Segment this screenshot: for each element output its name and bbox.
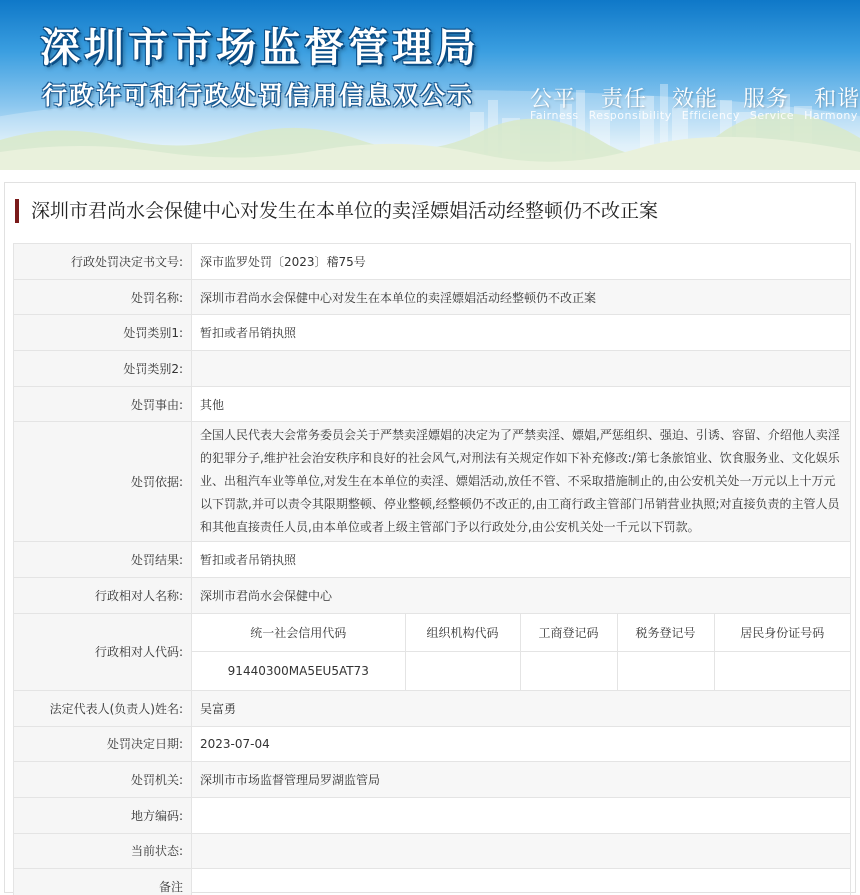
- authority-label: 处罚机关:: [14, 762, 192, 798]
- basis-label: 处罚依据:: [14, 422, 192, 542]
- motto-item: 公平: [530, 87, 577, 112]
- business-reg-value: [520, 652, 617, 690]
- status-label: 当前状态:: [14, 833, 192, 869]
- code-value-row: [192, 652, 850, 690]
- table-row: [14, 315, 851, 351]
- penalty-name-label: 处罚名称:: [14, 279, 192, 315]
- table-row: [14, 690, 851, 726]
- category2-value: [192, 351, 851, 387]
- table-row: [14, 578, 851, 614]
- motto-item: 效能: [672, 87, 719, 112]
- penalty-name-value: 深圳市君尚水会保健中心对发生在本单位的卖淫嫖娼活动经整顿仍不改正案: [192, 279, 851, 315]
- table-row: [14, 797, 851, 833]
- motto-en-item: Efficiency: [681, 109, 740, 122]
- category2-label: 处罚类别2:: [14, 351, 192, 387]
- table-row: [14, 833, 851, 869]
- basis-value: 全国人民代表大会常务委员会关于严禁卖淫嫖娼的决定为了严禁卖淫、嫖娼,严惩组织、强迫、引诱、容留、介绍他人卖淫的犯罪分子,维护社会治安秩序和良好的社会风气,对刑法有关规定作如下补充修改:/第七条旅馆业、饮食服务业、文化娱乐业、出租汽车业等单位,对发生在本单位的卖淫、嫖娼活动,放任不管、不采取措施制止的,由公安机关处一万元以上十万元以下罚款,并可以责令其限期整顿、停业整顿,经整顿仍不改正的,由工商行政主管部门吊销营业执照;对直接负责的主管人员和其他直接责任人员,由本单位或者上级主管部门予以行政处分,由公安机关处一千元以下罚款。: [192, 422, 851, 542]
- tax-reg-value: [617, 652, 714, 690]
- case-detail-card: [4, 182, 856, 893]
- decision-date-value: 2023-07-04: [192, 726, 851, 762]
- party-code-cell: [192, 613, 851, 690]
- category1-label: 处罚类别1:: [14, 315, 192, 351]
- code-header-row: [192, 614, 850, 652]
- code-header: 工商登记码: [520, 614, 617, 652]
- local-code-label: 地方编码:: [14, 797, 192, 833]
- code-header: 组织机构代码: [405, 614, 520, 652]
- site-title: 深圳市市场监督管理局: [40, 25, 480, 71]
- table-row: [14, 762, 851, 798]
- motto-item: 服务: [743, 87, 790, 112]
- decision-no-label: 行政处罚决定书文号:: [14, 244, 192, 280]
- remarks-label: 备注: [14, 869, 192, 895]
- status-value: [192, 833, 851, 869]
- motto-en-item: Responsibility: [588, 109, 672, 122]
- credit-code-value: 91440300MA5EU5AT73: [192, 652, 405, 690]
- site-subtitle: 行政许可和行政处罚信用信息双公示: [42, 81, 475, 110]
- case-title: 深圳市君尚水会保健中心对发生在本单位的卖淫嫖娼活动经整顿仍不改正案: [15, 199, 658, 223]
- party-code-table: [192, 614, 850, 690]
- table-row: [14, 542, 851, 578]
- legal-rep-value: 吴富勇: [192, 690, 851, 726]
- site-banner: [0, 0, 860, 170]
- motto-en-item: Service: [749, 109, 795, 122]
- table-row: [14, 726, 851, 762]
- remarks-value: [192, 869, 851, 895]
- party-name-label: 行政相对人名称:: [14, 578, 192, 614]
- category1-value: 暂扣或者吊销执照: [192, 315, 851, 351]
- local-code-value: [192, 797, 851, 833]
- motto-item: 责任: [601, 87, 648, 112]
- table-row: [14, 869, 851, 895]
- table-row: [14, 422, 851, 542]
- motto-en-item: Fairness: [530, 109, 579, 122]
- cause-value: 其他: [192, 386, 851, 422]
- table-row: [14, 244, 851, 280]
- party-name-value: 深圳市君尚水会保健中心: [192, 578, 851, 614]
- motto-en-item: Harmony: [804, 109, 858, 122]
- table-row: [14, 613, 851, 690]
- code-header: 统一社会信用代码: [192, 614, 405, 652]
- party-code-label: 行政相对人代码:: [14, 613, 192, 690]
- result-label: 处罚结果:: [14, 542, 192, 578]
- motto-item: 和谐: [814, 87, 860, 112]
- table-row: [14, 351, 851, 387]
- code-header: 税务登记号: [617, 614, 714, 652]
- id-card-value: [714, 652, 850, 690]
- decision-no-value: 深市监罗处罚〔2023〕稽75号: [192, 244, 851, 280]
- result-value: 暂扣或者吊销执照: [192, 542, 851, 578]
- legal-rep-label: 法定代表人(负责人)姓名:: [14, 690, 192, 726]
- authority-value: 深圳市市场监督管理局罗湖监管局: [192, 762, 851, 798]
- motto-english: [530, 109, 860, 122]
- table-row: [14, 279, 851, 315]
- code-header: 居民身份证号码: [714, 614, 850, 652]
- table-row: [14, 386, 851, 422]
- cause-label: 处罚事由:: [14, 386, 192, 422]
- decision-date-label: 处罚决定日期:: [14, 726, 192, 762]
- case-info-table: [13, 243, 851, 895]
- org-code-value: [405, 652, 520, 690]
